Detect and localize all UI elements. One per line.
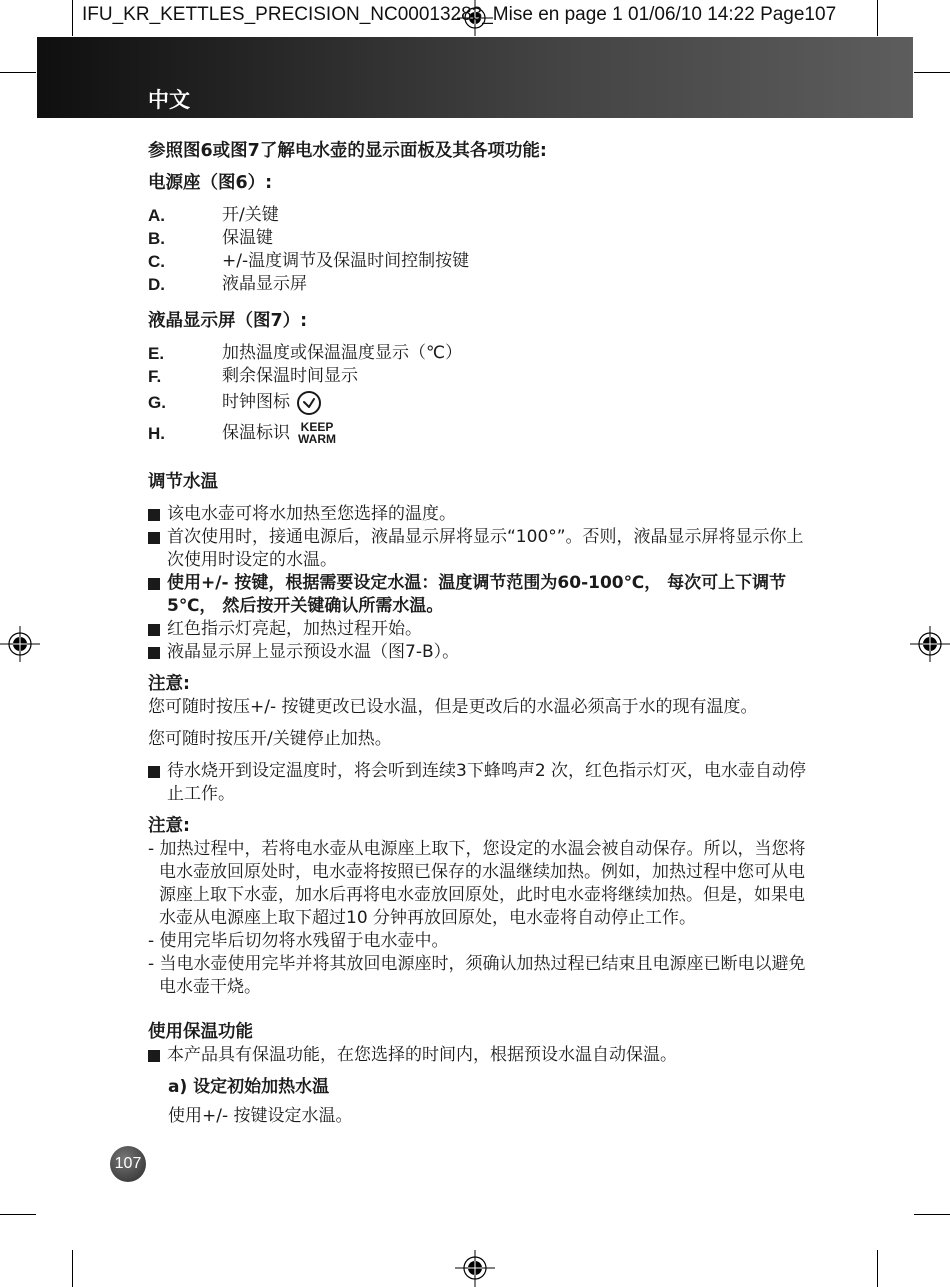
bullet-square-icon [148, 1050, 160, 1062]
crop-mark [72, 1250, 73, 1287]
bullet-square-icon [148, 532, 160, 544]
print-slug-line: IFU_KR_KETTLES_PRECISION_NC00013283_Mise en page 1 01/06/10 14:22 Page107 [82, 4, 837, 25]
bullet-square-icon [148, 766, 160, 778]
bullet-square-icon [148, 647, 160, 659]
note-heading: 注意: [148, 674, 190, 694]
registration-mark-icon [455, 1248, 495, 1287]
list-item: H. 保温标识 KEEP WARM [148, 420, 336, 446]
list-item: B. 保温键 [148, 228, 273, 248]
sub-heading: a) 设定初始加热水温 [168, 1077, 330, 1097]
list-item: D. 液晶显示屏 [148, 274, 307, 294]
adjust-heading: 调节水温 [148, 472, 218, 492]
crop-mark [72, 0, 73, 36]
list-item: 首次使用时，接通电源后，液晶显示屏将显示“100°”。否则，液晶显示屏将显示你上次使用时设定的水温。 [148, 526, 808, 572]
page-number-badge: 107 [110, 1146, 146, 1182]
crop-mark [0, 72, 36, 73]
list-item: 该电水壶可将水加热至您选择的温度。 [148, 503, 808, 526]
keep-warm-badge: KEEP WARM [298, 420, 336, 446]
list-item: E. 加热温度或保温温度显示（℃） [148, 343, 463, 363]
registration-mark-icon [0, 624, 40, 664]
note-item: - 当电水壶使用完毕并将其放回电源座时，须确认加热过程已结束且电源座已断电以避免电水壶干烧。 [148, 954, 806, 997]
keepwarm-heading: 使用保温功能 [148, 1022, 253, 1042]
bullet-square-icon [148, 624, 160, 636]
list-item: 待水烧开到设定温度时，将会听到连续3下蜂鸣声2 次，红色指示灯灭，电水壶自动停止工作。 [148, 760, 808, 806]
crop-mark [877, 1250, 878, 1287]
lcd-heading: 液晶显示屏（图7）: [148, 311, 308, 331]
section-banner [37, 37, 913, 118]
registration-mark-icon [910, 624, 950, 664]
crop-mark [914, 72, 950, 73]
list-item: 红色指示灯亮起，加热过程开始。 [148, 618, 808, 641]
list-item: A. 开/关键 [148, 205, 279, 225]
base-items-list [148, 204, 808, 296]
list-item: G. 时钟图标 [148, 388, 808, 417]
note-item: - 加热过程中，若将电水壶从电源座上取下，您设定的水温会被自动保存。所以，当您将电水壶放回原处时，电水壶将按照已保存的水温继续加热。例如，加热过程中您可从电源座上取下水壶，加水后再将电水壶放回原处，此时电水壶将继续加热。但是，如果电水壶从电源座上取下超过10 分钟再放回原处，电水壶将自动停止工作。 [148, 839, 806, 928]
clock-icon [296, 390, 322, 416]
list-item: C. +/-温度调节及保温时间控制按键 [148, 251, 470, 271]
list-item: 液晶显示屏上显示预设水温（图7-B）。 [148, 641, 808, 664]
list-item: 本产品具有保温功能，在您选择的时间内，根据预设水温自动保温。 [148, 1044, 808, 1067]
bullet-square-icon [148, 509, 160, 521]
bullet-square-icon [148, 578, 160, 590]
stop-text: 您可随时按压开/关键停止加热。 [148, 729, 392, 749]
note-heading: 注意: [148, 816, 190, 836]
intro-heading: 参照图6或图7了解电水壶的显示面板及其各项功能: [148, 141, 547, 161]
page-content [148, 140, 808, 1128]
note-item: - 使用完毕后切勿将水残留于电水壶中。 [148, 931, 449, 951]
sub-text: 使用+/- 按键设定水温。 [168, 1106, 353, 1126]
lcd-items-list [148, 342, 808, 449]
base-heading: 电源座（图6）: [148, 173, 273, 193]
language-title: 中文 [148, 88, 190, 112]
list-item: 使用+/- 按键，根据需要设定水温：温度调节范围为60-100℃， 每次可上下调节5℃， 然后按开关键确认所需水温。 [148, 572, 808, 618]
list-item: F. 剩余保温时间显示 [148, 366, 358, 386]
note-text: 您可随时按压+/- 按键更改已设水温，但是更改后的水温必须高于水的现有温度。 [148, 697, 758, 717]
crop-mark [914, 1214, 950, 1215]
crop-mark [0, 1214, 36, 1215]
